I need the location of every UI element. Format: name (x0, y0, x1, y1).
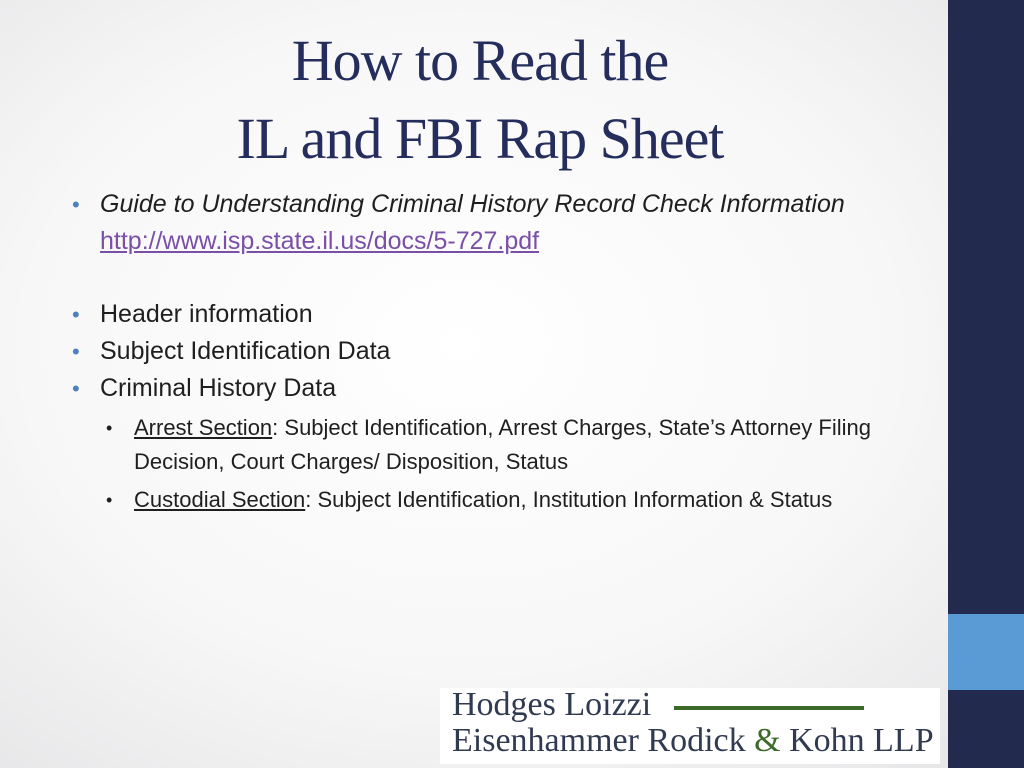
bullet-header-info: • Header information (72, 296, 892, 333)
title-line-1: How to Read the (291, 28, 669, 93)
bullet-criminal-history: • Criminal History Data (72, 370, 892, 407)
logo-ampersand: & (754, 722, 781, 759)
guide-link[interactable]: http://www.isp.state.il.us/docs/5-727.pdf (100, 227, 540, 255)
custodial-section-text: : Subject Identification, Institution Information & Status (305, 487, 833, 512)
logo-line-2-a: Eisenhammer Rodick (452, 722, 755, 759)
bullet-subject-data: • Subject Identification Data (72, 333, 892, 370)
custodial-section-label: Custodial Section (134, 487, 306, 512)
arrest-section-text: : Subject Identification, Arrest Charges, State’s Attorney Filing Decision, Court Charges/ Disposition, Status (134, 415, 871, 474)
sub-bullet-custodial (106, 483, 892, 517)
logo-line-2 (452, 722, 934, 760)
logo-line-1: Hodges Loizzi (452, 686, 652, 723)
arrest-section-label: Arrest Section (134, 415, 273, 440)
side-accent-block (948, 614, 1024, 690)
title-line-2: IL and FBI Rap Sheet (236, 106, 724, 171)
logo-line-2-b: Kohn LLP (780, 722, 934, 759)
sub-bullet-arrest (106, 411, 892, 479)
logo-rule (674, 706, 864, 710)
slide-title (130, 22, 830, 178)
bullet-guide (72, 186, 892, 260)
slide-content (72, 186, 892, 517)
firm-logo (440, 688, 940, 764)
guide-text: Guide to Understanding Criminal History Record Check Information (100, 190, 845, 218)
